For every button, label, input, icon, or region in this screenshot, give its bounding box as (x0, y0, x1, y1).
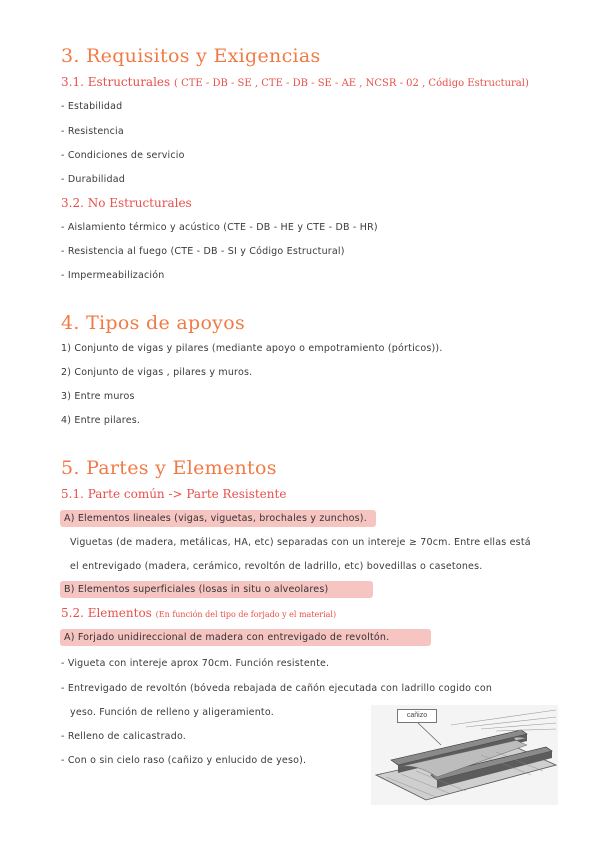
list-item: 4) Entre pilares. (61, 415, 141, 426)
section-3-1-refs: ( CTE - DB - SE , CTE - DB - SE - AE , NCSR - 02 , Código Estructural) (174, 78, 529, 89)
section-4-title: 4. Tipos de apoyos (61, 312, 246, 334)
elements-superficiales-label: B) Elementos superficiales (losas in situ o alveolares) (64, 584, 329, 595)
forjado-unidireccional-label: A) Forjado unidireccional de madera con entrevigado de revoltón. (64, 632, 390, 643)
section-5-2-label: 5.2. Elementos (61, 606, 152, 620)
list-item: - Aislamiento térmico y acústico (CTE - DB - HE y CTE - DB - HR) (61, 222, 378, 233)
section-3-2-heading: 3.2. No Estructurales (61, 196, 192, 210)
section-5-1-heading: 5.1. Parte común -> Parte Resistente (61, 487, 287, 501)
elements-lineales-label: A) Elementos lineales (vigas, viguetas, brochales y zunchos). (64, 513, 367, 524)
list-item: - Estabilidad (61, 101, 123, 112)
list-item: - Entrevigado de revoltón (bóveda rebajada de cañón ejecutada con ladrillo cogido con (61, 683, 493, 694)
list-item: - Resistencia (61, 126, 124, 137)
list-item: - Condiciones de servicio (61, 150, 185, 161)
list-item: - Con o sin cielo raso (cañizo y enlucido de yeso). (61, 755, 307, 766)
list-item: - Impermeabilización (61, 270, 165, 281)
forjado-illustration (371, 705, 558, 805)
section-3-1-label: 3.1. Estructurales (61, 75, 171, 89)
paragraph-line: Viguetas (de madera, metálicas, HA, etc) separadas con un intereje ≥ 70cm. Entre ellas está (70, 537, 531, 548)
paragraph-line: el entrevigado (madera, cerámico, revoltón de ladrillo, etc) bovedillas o casetones. (70, 561, 483, 572)
list-item: yeso. Función de relleno y aligeramiento. (70, 707, 274, 718)
list-item: 2) Conjunto de vigas , pilares y muros. (61, 367, 253, 378)
list-item: - Resistencia al fuego (CTE - DB - SI y Código Estructural) (61, 246, 345, 257)
canizo-label: cañizo (397, 709, 437, 723)
list-item: 3) Entre muros (61, 391, 135, 402)
section-5-title: 5. Partes y Elementos (61, 457, 277, 479)
list-item: - Vigueta con intereje aprox 70cm. Función resistente. (61, 658, 330, 669)
section-5-2-heading (61, 606, 336, 620)
section-3-title: 3. Requisitos y Exigencias (61, 45, 321, 67)
section-5-2-note: (En función del tipo de forjado y el material) (155, 610, 337, 619)
list-item: 1) Conjunto de vigas y pilares (mediante apoyo o empotramiento (pórticos)). (61, 343, 443, 354)
list-item: - Durabilidad (61, 174, 125, 185)
list-item: - Relleno de calicastrado. (61, 731, 187, 742)
section-3-1-heading (61, 75, 529, 89)
